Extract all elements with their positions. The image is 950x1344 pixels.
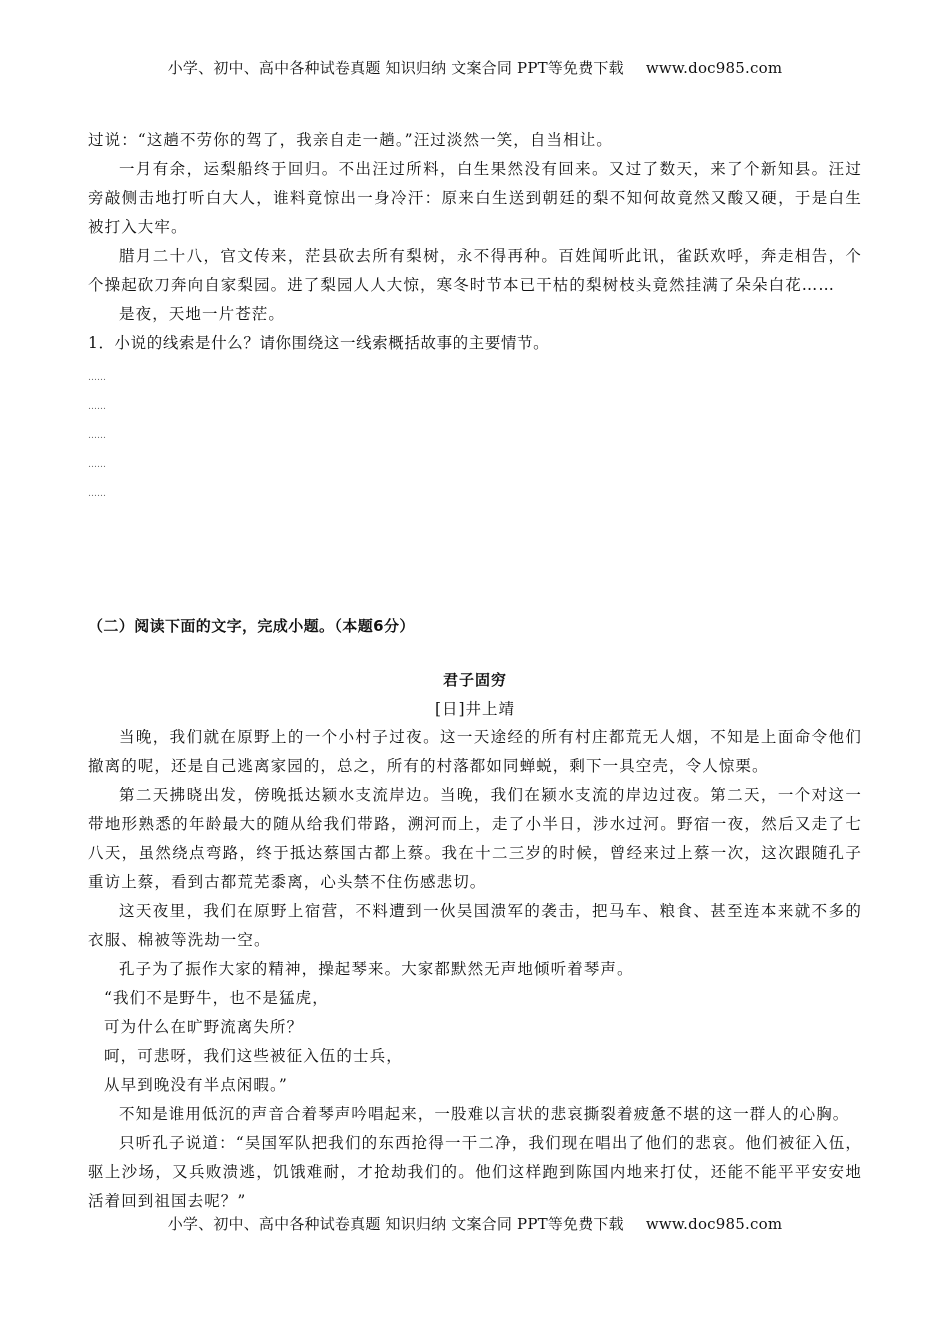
verse-line-1: “我们不是野牛，也不是猛虎， [104,989,329,1007]
passage-paragraph-2: 第二天拂晓出发，傍晚抵达颍水支流岸边。当晚，我们在颍水支流的岸边过夜。第二天，一个对这一带地形熟悉的年龄最大的随从给我们带路，溯河而上，走了小半日，涉水过河。野宿一夜，然后又走了七八天，虽然绕点弯路，终于抵达蔡国古都上蔡。我在十二三岁的时候，曾经来过上蔡一次，这次跟随孔子重访上蔡，看到古都荒芜黍离，心头禁不住伤感悲切。 [88,786,862,891]
footer-text: 小学、初中、高中各种试卷真题 知识归纳 文案合同 PPT等免费下载 [167,1215,624,1233]
passage-paragraph-6: 只听孔子说道：“吴国军队把我们的东西抢得一干二净，我们现在唱出了他们的悲哀。他们被征入伍，驱上沙场，又兵败溃逃，饥饿难耐，才抢劫我们的。他们这样跑到陈国内地来打仗，还能不能平平安安地活着回到祖国去呢？” [88,1134,862,1210]
answer-line-4: …… [88,460,106,470]
header-site: www.doc985.com [645,59,783,77]
page-footer [0,1213,950,1234]
page-header [0,57,950,78]
footer-site: www.doc985.com [645,1215,783,1233]
passage-title: 君子固穷 [442,671,507,689]
section-2-heading: （二）阅读下面的文字，完成小题。（本题6分） [88,617,415,635]
passage-paragraph-5: 不知是谁用低沉的声音合着琴声吟唱起来，一股难以言状的悲哀撕裂着疲惫不堪的这一群人的心胸。 [119,1105,850,1123]
answer-line-1: …… [88,373,106,383]
verse-line-4: 从早到晚没有半点闲暇。” [104,1076,288,1094]
passage-paragraph-3: 这天夜里，我们在原野上宿营，不料遭到一伙吴国溃军的袭击，把马车、粮食、甚至连本来就不多的衣服、棉被等洗劫一空。 [88,902,862,949]
verse-line-3: 呵，可悲呀，我们这些被征入伍的士兵， [104,1047,403,1065]
story-paragraph-4: 是夜，天地一片苍茫。 [119,305,286,323]
story-paragraph-1: 过说：“这趟不劳你的驾了，我亲自走一趟。”汪过淡然一笑，自当相让。 [88,131,613,149]
passage-author: [日]井上靖 [434,700,516,718]
answer-line-5: …… [88,489,106,499]
story-paragraph-3: 腊月二十八，官文传来，茫县砍去所有梨树，永不得再种。百姓闻听此讯，雀跃欢呼，奔走相告，个个操起砍刀奔向自家梨园。进了梨园人人大惊，寒冬时节本已干枯的梨树枝头竟然挂满了朵朵白花…… [88,247,862,294]
story-paragraph-2: 一月有余，运梨船终于回归。不出汪过所料，白生果然没有回来。又过了数天，来了个新知县。汪过旁敲侧击地打听白大人，谁料竟惊出一身冷汗：原来白生送到朝廷的梨不知何故竟然又酸又硬，于是白生被打入大牢。 [88,160,862,236]
question-1: 1．小说的线索是什么？请你围绕这一线索概括故事的主要情节。 [88,334,550,352]
passage-paragraph-4: 孔子为了振作大家的精神，操起琴来。大家都默然无声地倾听着琴声。 [119,960,634,978]
answer-line-2: …… [88,402,106,412]
header-text: 小学、初中、高中各种试卷真题 知识归纳 文案合同 PPT等免费下载 [167,59,624,77]
passage-paragraph-1: 当晚，我们就在原野上的一个小村子过夜。这一天途经的所有村庄都荒无人烟，不知是上面命令他们撤离的呢，还是自己逃离家园的，总之，所有的村落都如同蝉蜕，剩下一具空壳，令人惊栗。 [88,728,862,775]
verse-line-2: 可为什么在旷野流离失所？ [104,1018,304,1036]
answer-line-3: …… [88,431,106,441]
